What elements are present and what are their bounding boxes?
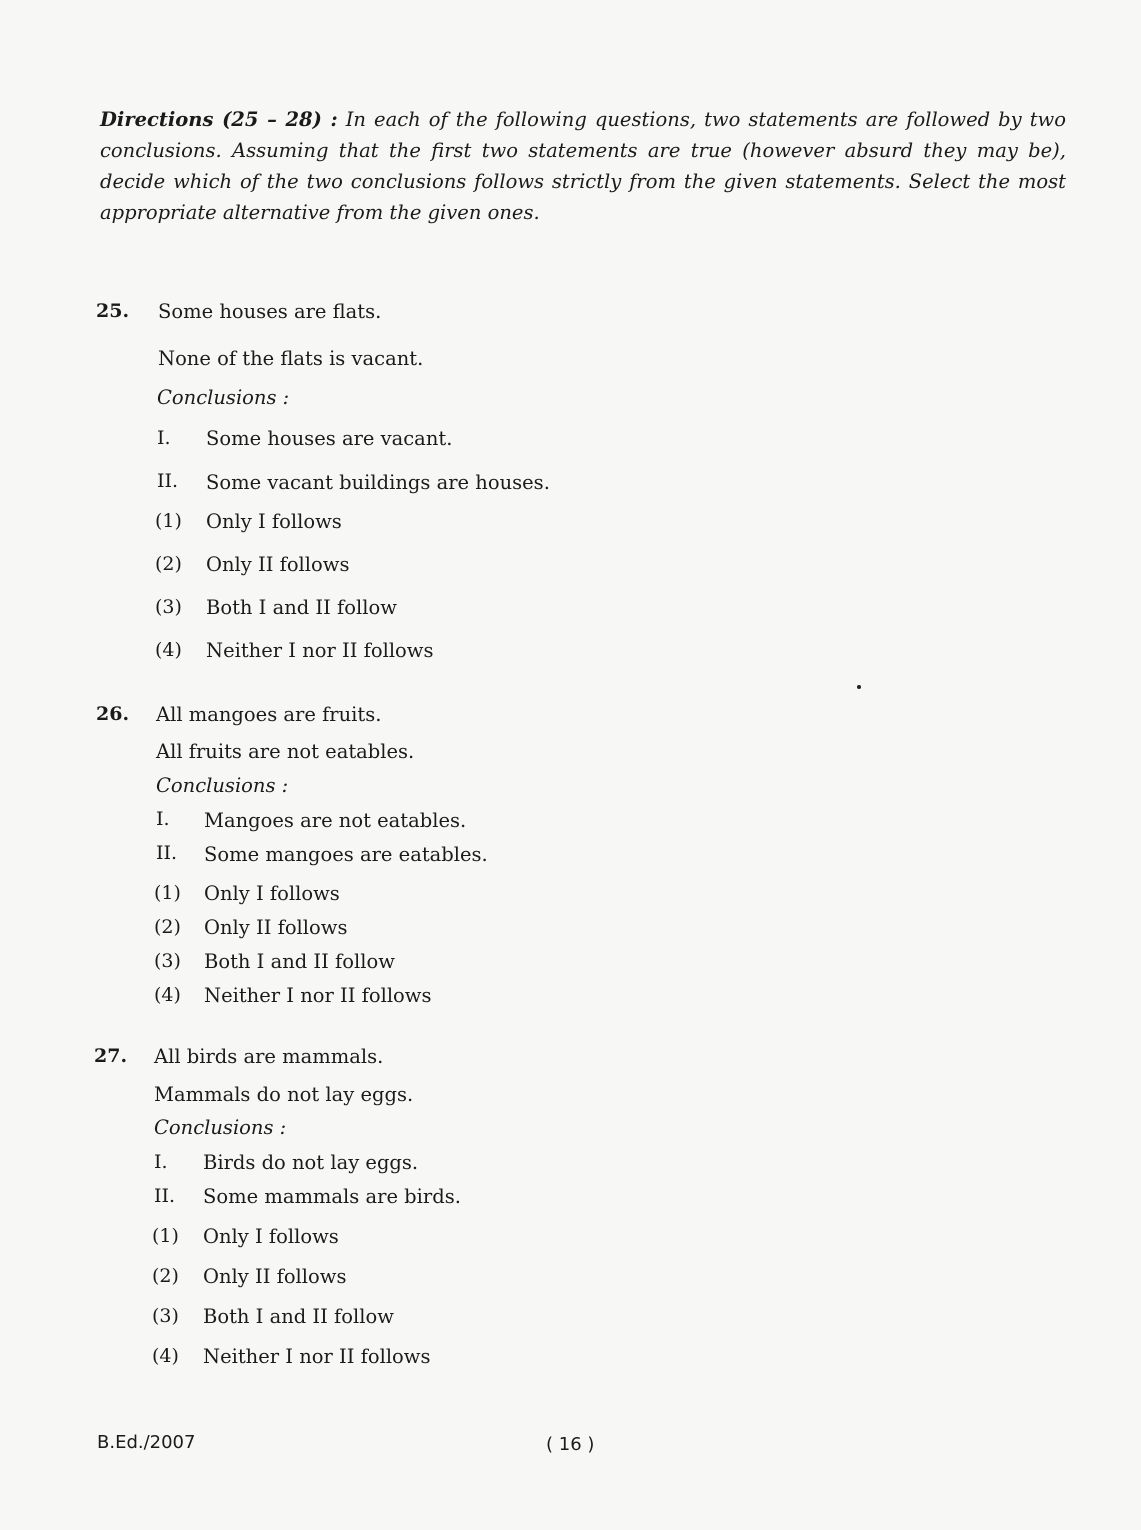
question-number: 25. [96, 300, 130, 322]
option-mark: (3) [152, 1305, 179, 1327]
option-text: Neither I nor II follows [204, 984, 432, 1007]
option-text: Only II follows [206, 553, 350, 576]
conclusions-label: Conclusions : [157, 386, 290, 409]
option-mark: (4) [155, 639, 182, 661]
option-text: Both I and II follow [206, 596, 397, 619]
option-text: Only II follows [204, 916, 348, 939]
conclusion-mark: II. [156, 842, 178, 864]
question-number: 27. [94, 1045, 128, 1067]
conclusion-text: Birds do not lay eggs. [203, 1151, 419, 1174]
option-mark: (1) [155, 510, 182, 532]
option-text: Both I and II follow [204, 950, 395, 973]
statement-1: Some houses are flats. [158, 300, 382, 323]
conclusion-mark: II. [154, 1185, 176, 1207]
directions-lead: Directions (25 – 28) : [100, 108, 338, 131]
option-mark: (2) [152, 1265, 179, 1287]
conclusions-label: Conclusions : [154, 1116, 287, 1139]
option-text: Only I follows [206, 510, 342, 533]
option-text: Neither I nor II follows [203, 1345, 431, 1368]
question-number: 26. [96, 703, 130, 725]
option-text: Only I follows [203, 1225, 339, 1248]
conclusion-mark: I. [156, 808, 170, 830]
page-number: ( 16 ) [546, 1434, 595, 1455]
directions-text: In each of the following questions, two statements are followed by two conclusions. Assuming that the first two statements are true (however absurd they may be), decide which of the two conclusions follows strictly from the given statements. Select the most appropriate alternative from the given ones. [100, 108, 1066, 224]
conclusion-mark: I. [157, 427, 171, 449]
option-mark: (3) [155, 596, 182, 618]
conclusions-label: Conclusions : [156, 774, 289, 797]
option-mark: (2) [154, 916, 181, 938]
option-text: Neither I nor II follows [206, 639, 434, 662]
option-mark: (1) [152, 1225, 179, 1247]
statement-1: All mangoes are fruits. [156, 703, 382, 726]
conclusion-text: Some mammals are birds. [203, 1185, 461, 1208]
scan-speck [857, 685, 861, 689]
option-mark: (4) [154, 984, 181, 1006]
option-text: Only I follows [204, 882, 340, 905]
conclusion-mark: II. [157, 470, 179, 492]
statement-2: None of the flats is vacant. [158, 347, 424, 370]
conclusion-text: Some houses are vacant. [206, 427, 453, 450]
option-mark: (1) [154, 882, 181, 904]
conclusion-text: Some mangoes are eatables. [204, 843, 488, 866]
option-text: Only II follows [203, 1265, 347, 1288]
option-mark: (3) [154, 950, 181, 972]
option-text: Both I and II follow [203, 1305, 394, 1328]
conclusion-mark: I. [154, 1151, 168, 1173]
conclusion-text: Mangoes are not eatables. [204, 809, 467, 832]
statement-2: All fruits are not eatables. [156, 740, 415, 763]
option-mark: (2) [155, 553, 182, 575]
directions-block [100, 104, 1066, 228]
statement-1: All birds are mammals. [154, 1045, 384, 1068]
conclusion-text: Some vacant buildings are houses. [206, 471, 550, 494]
option-mark: (4) [152, 1345, 179, 1367]
exam-code: B.Ed./2007 [97, 1432, 196, 1453]
statement-2: Mammals do not lay eggs. [154, 1083, 414, 1106]
